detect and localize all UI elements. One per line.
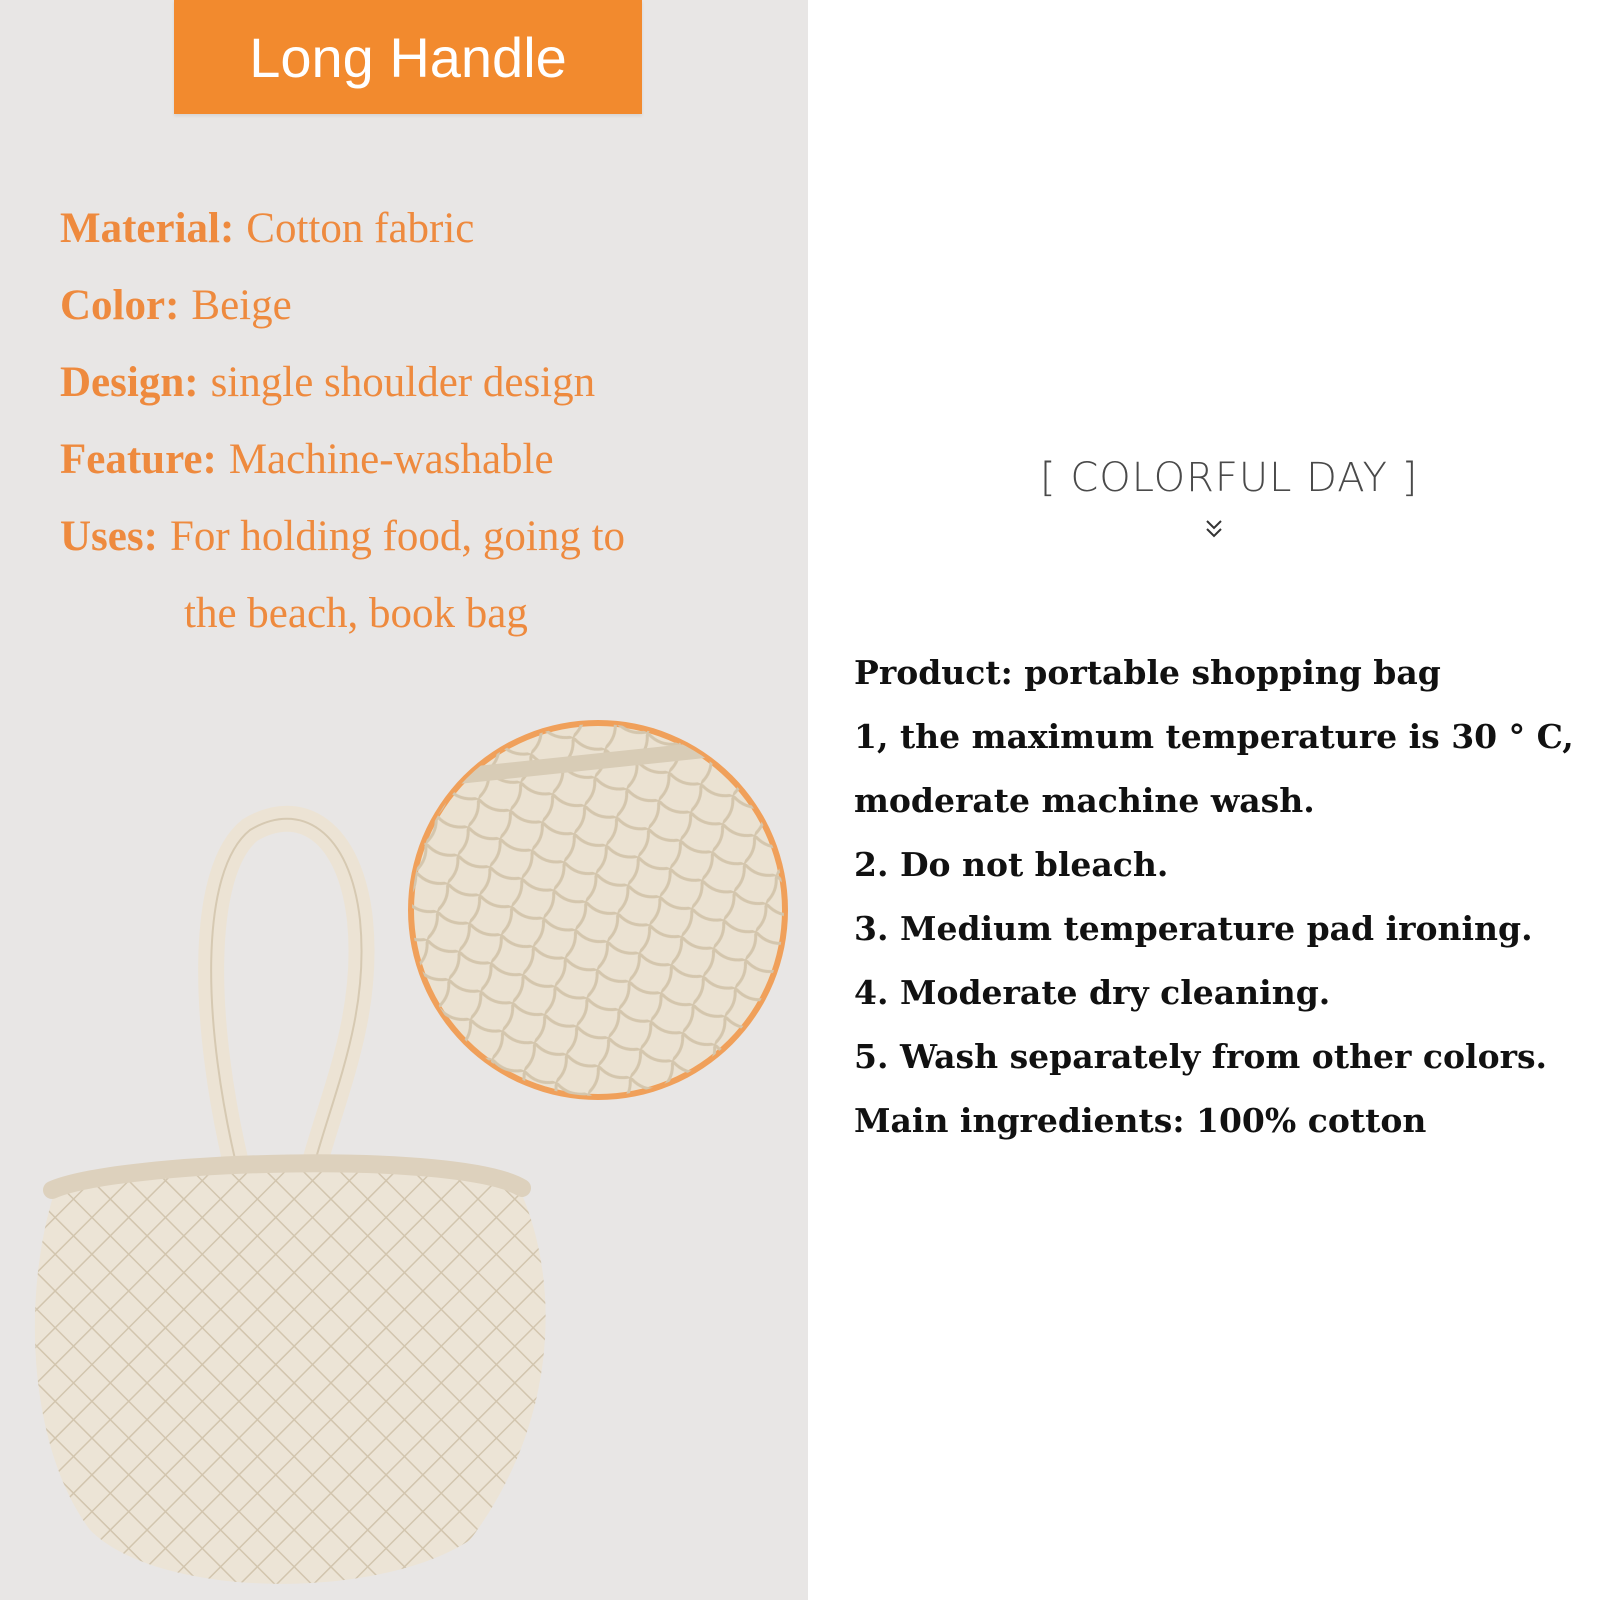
- product-line: Product: portable shopping bag: [854, 653, 1441, 692]
- care-item-1-continuation: moderate machine wash.: [854, 781, 1315, 820]
- spec-feature: [60, 421, 780, 498]
- care-item-4: 4. Moderate dry cleaning.: [854, 973, 1331, 1012]
- spec-value: Beige: [191, 282, 292, 329]
- care-item-3: 3. Medium temperature pad ironing.: [854, 909, 1533, 948]
- spec-color: [60, 267, 780, 344]
- spec-value: For holding food, going to: [169, 513, 626, 560]
- spec-value: the beach, book bag: [184, 590, 528, 637]
- bag-illustration: [0, 720, 808, 1600]
- spec-key: Uses:: [60, 513, 158, 560]
- spec-uses-continuation: [60, 575, 780, 652]
- spec-value: single shoulder design: [210, 359, 596, 406]
- care-item-2: 2. Do not bleach.: [854, 845, 1169, 884]
- spec-value: Cotton fabric: [246, 205, 475, 252]
- spec-value: Machine-washable: [228, 436, 554, 483]
- spec-uses: [60, 498, 780, 575]
- double-chevron-down-icon: [1205, 518, 1223, 540]
- long-handle-banner: [174, 0, 642, 114]
- care-instructions: [854, 641, 1594, 1153]
- ingredients-line: Main ingredients: 100% cotton: [854, 1101, 1427, 1140]
- spec-key: Color:: [60, 282, 180, 329]
- care-item-5: 5. Wash separately from other colors.: [854, 1037, 1548, 1076]
- bag-image: [0, 720, 808, 1600]
- brand-title: [ COLORFUL DAY ]: [1040, 455, 1419, 501]
- spec-list: [60, 190, 780, 652]
- spec-design: [60, 344, 780, 421]
- spec-key: Material:: [60, 205, 235, 252]
- spec-key: Design:: [60, 359, 199, 406]
- banner-label: Long Handle: [249, 25, 567, 89]
- care-item-1: 1, the maximum temperature is 30 ° C,: [854, 717, 1574, 756]
- spec-material: [60, 190, 780, 267]
- spec-key: Feature:: [60, 436, 217, 483]
